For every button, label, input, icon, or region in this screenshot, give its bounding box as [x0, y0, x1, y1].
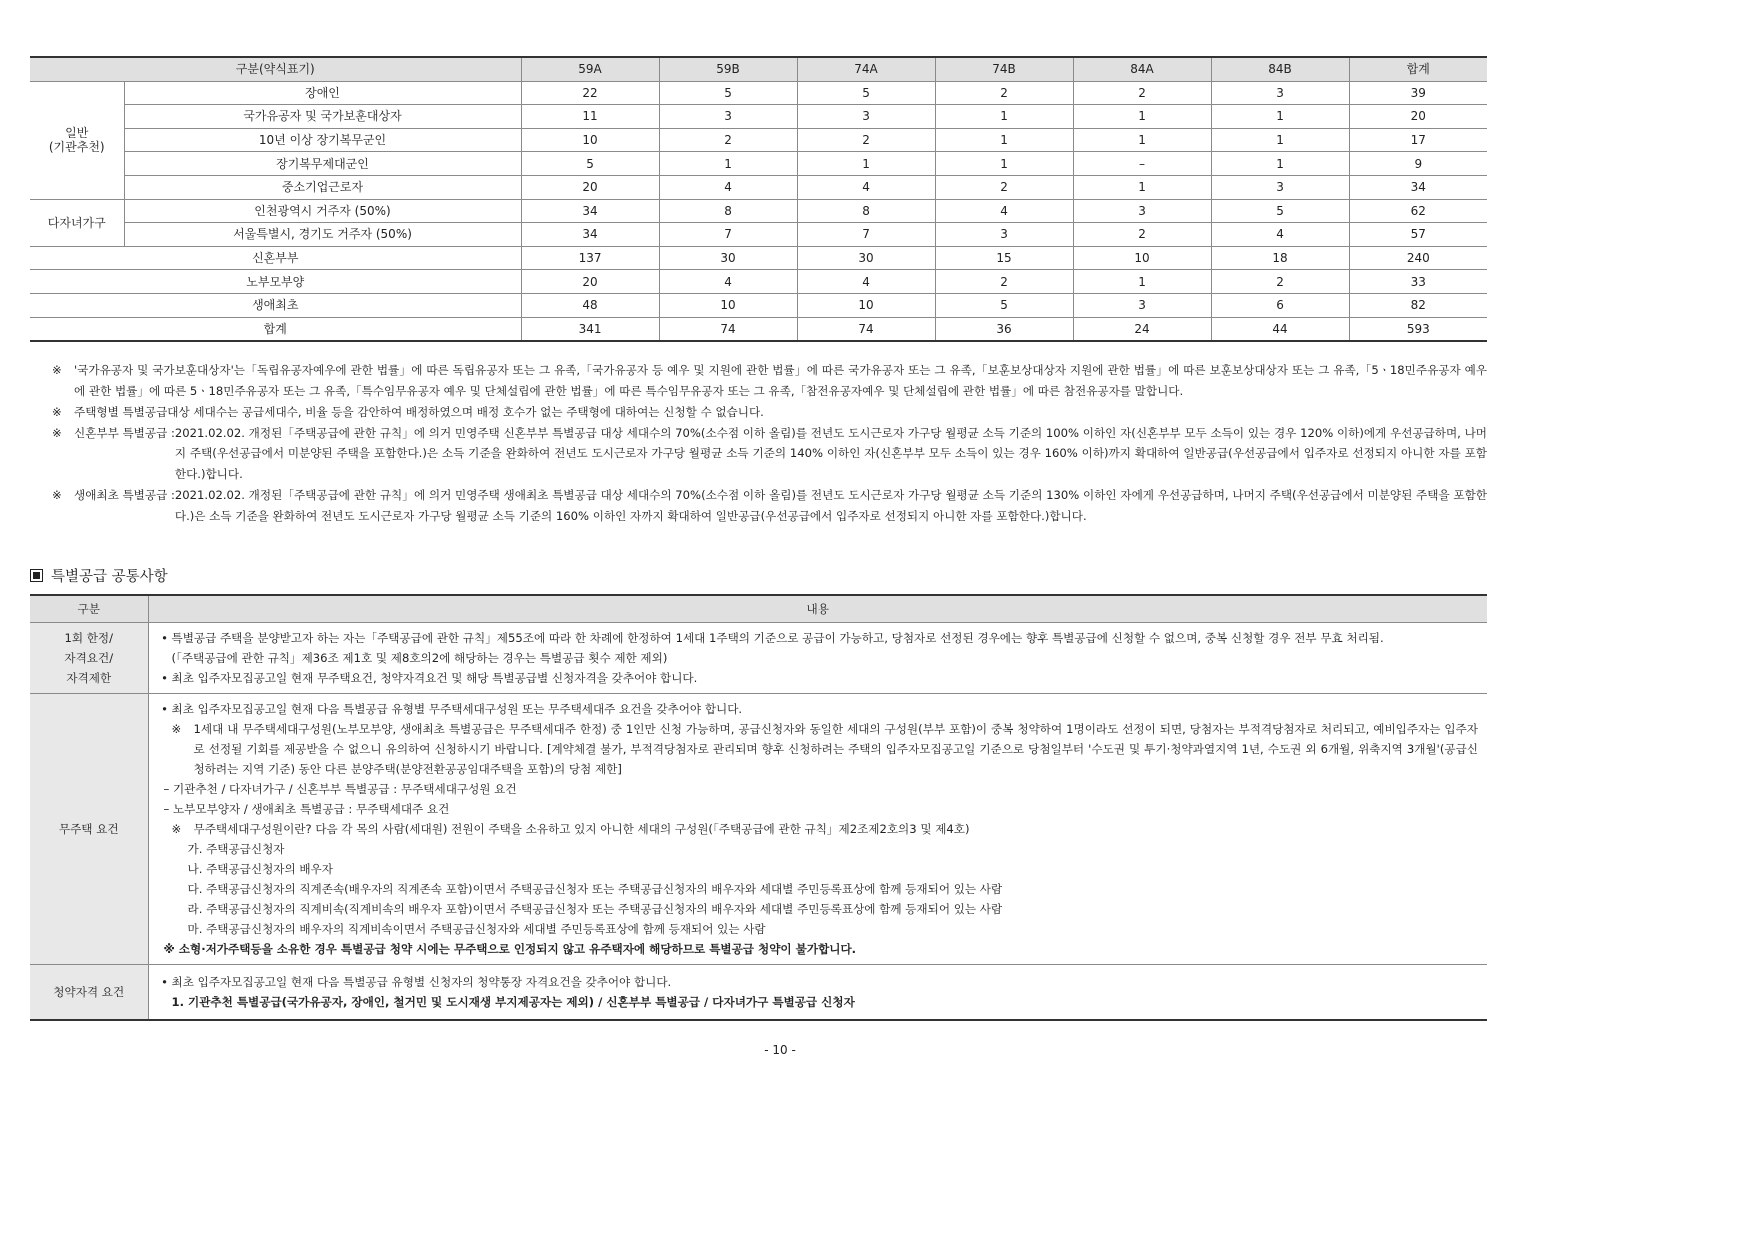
- note-mark: ※: [52, 404, 62, 419]
- note-text: 2021.02.02. 개정된「주택공급에 관한 규칙」에 의거 민영주택 신혼부부 특별공급 대상 세대수의 70%(소수점 이하 올림)를 전년도 도시근로자 가구당 월평균 소득 기준의 100% 이하인 자(신혼부부 모두 소득이 있는 경우 120% 이하)에게 우선공급하며, 나머지 주택(우선공급에서 미분양된 주택을 포함한다.)은 소득 기준을 완화하여 전년도 도시근로자 가구당 월평균 소득 기준의 140% 이하인 자(신혼부부 모두 소득이 있는 경우 160% 이하)까지 확대하여 일반공급(우선공급에서 입주자로 선정되지 아니한 자를 포함한다.)합니다.: [174, 425, 1487, 482]
- cell-value: 137: [521, 246, 659, 270]
- table-row: [30, 293, 1487, 317]
- note-mark: ※: [52, 363, 62, 378]
- header-74a: 74A: [797, 57, 935, 81]
- notes-block: [30, 360, 1487, 526]
- cell-value: 24: [1073, 317, 1211, 341]
- cell-value: 5: [1211, 199, 1349, 223]
- header-content: 내용: [148, 595, 1487, 623]
- table-row: [30, 246, 1487, 270]
- row-label: 10년 이상 장기복무군인: [124, 128, 521, 152]
- cell-value: 341: [521, 317, 659, 341]
- warning-note: ※ 소형·저가주택등을 소유한 경우 특별공급 청약 시에는 무주택으로 인정되지 않고 유주택자에 해당하므로 특별공급 청약이 불가합니다.: [163, 941, 857, 956]
- table-row: [30, 128, 1487, 152]
- section-heading: [30, 565, 1487, 586]
- page-number: - 10 -: [764, 1043, 796, 1057]
- row-content: [148, 693, 1487, 964]
- document-page: [30, 56, 1487, 1021]
- cell-value: 2: [935, 270, 1073, 294]
- cell-value: 34: [521, 223, 659, 247]
- table-row: [30, 105, 1487, 129]
- cell-value: 1: [1073, 128, 1211, 152]
- cell-value: 10: [797, 293, 935, 317]
- row-label: 신혼부부: [30, 246, 521, 270]
- cell-value: 22: [521, 81, 659, 105]
- bullet-icon: •: [161, 670, 168, 685]
- cell-value: 9: [1349, 152, 1487, 176]
- bullet-text: 최초 입주자모집공고일 현재 다음 특별공급 유형별 무주택세대구성원 또는 무주택세대주 요건을 갖추어야 합니다.: [171, 701, 743, 716]
- sub-item: 라. 주택공급신청자의 직계비속(직계비속의 배우자 포함)이면서 주택공급신청자 또는 주택공급신청자의 배우자와 세대별 주민등록표상에 함께 등재되어 있는 사람: [187, 901, 1003, 916]
- cell-value: 3: [659, 105, 797, 129]
- cell-value: 57: [1349, 223, 1487, 247]
- note-item: [158, 719, 1487, 779]
- numbered-item: 1. 기관추천 특별공급(국가유공자, 장애인, 철거민 및 도시재생 부지제공자는 제외) / 신혼부부 특별공급 / 다자녀가구 특별공급 신청자: [171, 994, 855, 1009]
- cell-value: 1: [1211, 105, 1349, 129]
- note-text: 주택형별 특별공급대상 세대수는 공급세대수, 비율 등을 감안하여 배정하였으며 배정 호수가 없는 주택형에 대하여는 신청할 수 없습니다.: [74, 404, 764, 419]
- header-59b: 59B: [659, 57, 797, 81]
- table-row: [30, 175, 1487, 199]
- cell-value: 10: [521, 128, 659, 152]
- bullet-item: [158, 668, 1487, 688]
- cell-value: 30: [797, 246, 935, 270]
- cell-value: 5: [521, 152, 659, 176]
- note-text: 1세대 내 무주택세대구성원(노부모부양, 생애최초 특별공급은 무주택세대주 한정) 중 1인만 신청 가능하며, 공급신청자와 동일한 세대의 구성원(부부 포함)이 중복 청약하여 1명이라도 선정이 되면, 당첨자는 부적격당첨자로 처리되고, 예비입주자는 입주자로 선정될 기회를 제공받을 수 없으니 유의하여 신청하시기 바랍니다. [계약체결 불가, 부적격당첨자로 관리되며 향후 신청하려는 주택의 입주자모집공고일 기준으로 당첨일부터 '수도권 및 투기·청약과열지역 1년, 수도권 외 6개월, 위축지역 3개월'(공급신청하려는 지역 기준) 동안 다른 분양주택(분양전환공공임대주택을 포함)의 당첨 제한]: [193, 721, 1478, 776]
- cell-value: 11: [521, 105, 659, 129]
- cell-value: 2: [1073, 223, 1211, 247]
- table-row: [30, 223, 1487, 247]
- note-heading: 신혼부부 특별공급 :: [74, 425, 175, 440]
- table-total-row: [30, 317, 1487, 341]
- cell-value: 17: [1349, 128, 1487, 152]
- cell-value: 5: [935, 293, 1073, 317]
- note-item: [158, 819, 1487, 839]
- bullet-text: 최초 입주자모집공고일 현재 무주택요건, 청약자격요건 및 해당 특별공급별 신청자격을 갖추어야 합니다.: [171, 670, 698, 685]
- group-general-line2: (기관추천): [48, 140, 105, 155]
- cell-value: 2: [935, 81, 1073, 105]
- cell-value: 240: [1349, 246, 1487, 270]
- table-row: [30, 270, 1487, 294]
- table-row: [30, 622, 1487, 693]
- group-multichild-cell: 다자녀가구: [30, 199, 124, 246]
- row-content: [148, 964, 1487, 1020]
- row-label: 무주택 요건: [30, 693, 148, 964]
- cell-value: 1: [659, 152, 797, 176]
- cell-value: 36: [935, 317, 1073, 341]
- cell-value: 5: [659, 81, 797, 105]
- row-label-line: 자격제한: [66, 670, 112, 685]
- cell-value: 44: [1211, 317, 1349, 341]
- cell-value: 20: [521, 175, 659, 199]
- table-row: [30, 81, 1487, 105]
- row-label: 장기복무제대군인: [124, 152, 521, 176]
- row-label-line: 자격요건/: [64, 650, 114, 665]
- cell-value: 4: [659, 175, 797, 199]
- cell-value: 5: [797, 81, 935, 105]
- cell-value: 74: [659, 317, 797, 341]
- bullet-item: [158, 972, 1487, 992]
- sub-item: 다. 주택공급신청자의 직계존속(배우자의 직계존속 포함)이면서 주택공급신청자 또는 주택공급신청자의 배우자와 세대별 주민등록표상에 함께 등재되어 있는 사람: [187, 881, 1003, 896]
- cell-value: –: [1073, 152, 1211, 176]
- cell-value: 1: [935, 152, 1073, 176]
- bullet-icon: •: [161, 974, 168, 989]
- row-label: 서울특별시, 경기도 거주자 (50%): [124, 223, 521, 247]
- bullet-text: 최초 입주자모집공고일 현재 다음 특별공급 유형별 신청자의 청약통장 자격요건을 갖추어야 합니다.: [171, 974, 672, 989]
- cell-value: 20: [1349, 105, 1487, 129]
- table-row: [30, 199, 1487, 223]
- note-item: [30, 485, 1487, 527]
- header-category: 구분(약식표기): [30, 57, 521, 81]
- cell-value: 3: [935, 223, 1073, 247]
- group-general-line1: 일반: [65, 126, 89, 141]
- cell-value: 1: [1211, 128, 1349, 152]
- cell-value: 82: [1349, 293, 1487, 317]
- note-item: [30, 423, 1487, 485]
- dash-item: – 노부모부양자 / 생애최초 특별공급 : 무주택세대주 요건: [163, 801, 450, 816]
- row-label: 합계: [30, 317, 521, 341]
- cell-value: 7: [659, 223, 797, 247]
- cell-value: 6: [1211, 293, 1349, 317]
- common-requirements-table: [30, 594, 1487, 1021]
- cell-value: 4: [797, 270, 935, 294]
- note-text: 무주택세대구성원이란? 다음 각 목의 사람(세대원) 전원이 주택을 소유하고 있지 아니한 세대의 구성원(「주택공급에 관한 규칙」제2조제2호의3 및 제4호): [193, 821, 970, 836]
- bullet-continuation: (「주택공급에 관한 규칙」제36조 제1호 및 제8호의2에 해당하는 경우는 특별공급 횟수 제한 제외): [171, 650, 668, 665]
- cell-value: 593: [1349, 317, 1487, 341]
- note-item: [30, 402, 1487, 423]
- note-mark: ※: [171, 821, 182, 836]
- cell-value: 2: [1211, 270, 1349, 294]
- sub-item: 나. 주택공급신청자의 배우자: [187, 861, 333, 876]
- cell-value: 3: [1073, 199, 1211, 223]
- header-total: 합계: [1349, 57, 1487, 81]
- cell-value: 62: [1349, 199, 1487, 223]
- row-label: 노부모부양: [30, 270, 521, 294]
- cell-value: 4: [1211, 223, 1349, 247]
- cell-value: 10: [1073, 246, 1211, 270]
- note-mark: ※: [171, 721, 182, 736]
- bullet-icon: •: [161, 630, 168, 645]
- header-84a: 84A: [1073, 57, 1211, 81]
- cell-value: 15: [935, 246, 1073, 270]
- table-header-row: [30, 57, 1487, 81]
- row-content: [148, 622, 1487, 693]
- sub-item: 가. 주택공급신청자: [187, 841, 285, 856]
- note-mark: ※: [52, 487, 62, 502]
- group-general-cell: [30, 81, 124, 199]
- bullet-text: 특별공급 주택을 분양받고자 하는 자는「주택공급에 관한 규칙」제55조에 따라 한 차례에 한정하여 1세대 1주택의 기준으로 공급이 가능하고, 당첨자로 선정된 경우에는 향후 특별공급에 신청할 수 없으며, 중복 신청할 경우 전부 무효 처리됨.: [171, 630, 1384, 645]
- cell-value: 7: [797, 223, 935, 247]
- header-74b: 74B: [935, 57, 1073, 81]
- cell-value: 3: [1073, 293, 1211, 317]
- table-row: [30, 964, 1487, 1020]
- row-label: 생애최초: [30, 293, 521, 317]
- row-label: 국가유공자 및 국가보훈대상자: [124, 105, 521, 129]
- cell-value: 4: [659, 270, 797, 294]
- cell-value: 18: [1211, 246, 1349, 270]
- cell-value: 34: [521, 199, 659, 223]
- dash-item: – 기관추천 / 다자녀가구 / 신혼부부 특별공급 : 무주택세대구성원 요건: [163, 781, 517, 796]
- cell-value: 4: [935, 199, 1073, 223]
- special-supply-allocation-table: [30, 56, 1487, 342]
- row-label: 중소기업근로자: [124, 175, 521, 199]
- cell-value: 2: [935, 175, 1073, 199]
- bullet-icon: •: [161, 701, 168, 716]
- cell-value: 34: [1349, 175, 1487, 199]
- row-label-line: 1회 한정/: [64, 630, 114, 645]
- note-mark: ※: [52, 425, 62, 440]
- cell-value: 3: [797, 105, 935, 129]
- section-title-text: 특별공급 공통사항: [51, 568, 168, 585]
- row-label: 청약자격 요건: [30, 964, 148, 1020]
- cell-value: 1: [935, 105, 1073, 129]
- cell-value: 30: [659, 246, 797, 270]
- table-header-row: [30, 595, 1487, 623]
- cell-value: 10: [659, 293, 797, 317]
- bullet-item: [158, 699, 1487, 719]
- cell-value: 1: [935, 128, 1073, 152]
- row-label: 인천광역시 거주자 (50%): [124, 199, 521, 223]
- cell-value: 48: [521, 293, 659, 317]
- cell-value: 8: [659, 199, 797, 223]
- cell-value: 4: [797, 175, 935, 199]
- cell-value: 2: [1073, 81, 1211, 105]
- note-item: [30, 360, 1487, 402]
- cell-value: 2: [797, 128, 935, 152]
- section-square-icon: [30, 569, 43, 582]
- cell-value: 8: [797, 199, 935, 223]
- cell-value: 33: [1349, 270, 1487, 294]
- row-label: [30, 622, 148, 693]
- cell-value: 1: [1073, 105, 1211, 129]
- cell-value: 39: [1349, 81, 1487, 105]
- row-label: 장애인: [124, 81, 521, 105]
- cell-value: 1: [1073, 270, 1211, 294]
- cell-value: 74: [797, 317, 935, 341]
- header-84b: 84B: [1211, 57, 1349, 81]
- header-59a: 59A: [521, 57, 659, 81]
- cell-value: 1: [1073, 175, 1211, 199]
- cell-value: 3: [1211, 81, 1349, 105]
- cell-value: 1: [797, 152, 935, 176]
- cell-value: 2: [659, 128, 797, 152]
- cell-value: 3: [1211, 175, 1349, 199]
- header-category: 구분: [30, 595, 148, 623]
- sub-item: 마. 주택공급신청자의 배우자의 직계비속이면서 주택공급신청자와 세대별 주민등록표상에 함께 등재되어 있는 사람: [187, 921, 766, 936]
- note-text: '국가유공자 및 국가보훈대상자'는「독립유공자예우에 관한 법률」에 따른 독립유공자 또는 그 유족,「국가유공자 등 예우 및 지원에 관한 법률」에 따른 국가유공자 또는 그 유족,「보훈보상대상자 지원에 관한 법률」에 따른 보훈보상대상자 또는 그 유족,「5ㆍ18민주유공자 예우에 관한 법률」에 따른 5ㆍ18민주유공자 또는 그 유족,「특수임무유공자 예우 및 단체설립에 관한 법률」에 따른 특수임무유공자 또는 그 유족,「참전유공자예우 및 단체설립에 관한 법률」에 따른 참전유공자를 말합니다.: [74, 363, 1487, 398]
- table-row: [30, 693, 1487, 964]
- bullet-item: [158, 628, 1487, 648]
- cell-value: 20: [521, 270, 659, 294]
- note-heading: 생애최초 특별공급 :: [74, 487, 175, 502]
- table-row: [30, 152, 1487, 176]
- cell-value: 1: [1211, 152, 1349, 176]
- note-text: 2021.02.02. 개정된「주택공급에 관한 규칙」에 의거 민영주택 생애최초 특별공급 대상 세대수의 70%(소수점 이하 올림)를 전년도 도시근로자 가구당 월평균 소득 기준의 130% 이하인 자에게 우선공급하며, 나머지 주택(우선공급에서 미분양된 주택을 포함한다.)은 소득 기준을 완화하여 전년도 도시근로자 가구당 월평균 소득 기준의 160% 이하인 자까지 확대하여 일반공급(우선공급에서 입주자로 선정되지 아니한 자를 포함한다.)합니다.: [174, 487, 1487, 523]
